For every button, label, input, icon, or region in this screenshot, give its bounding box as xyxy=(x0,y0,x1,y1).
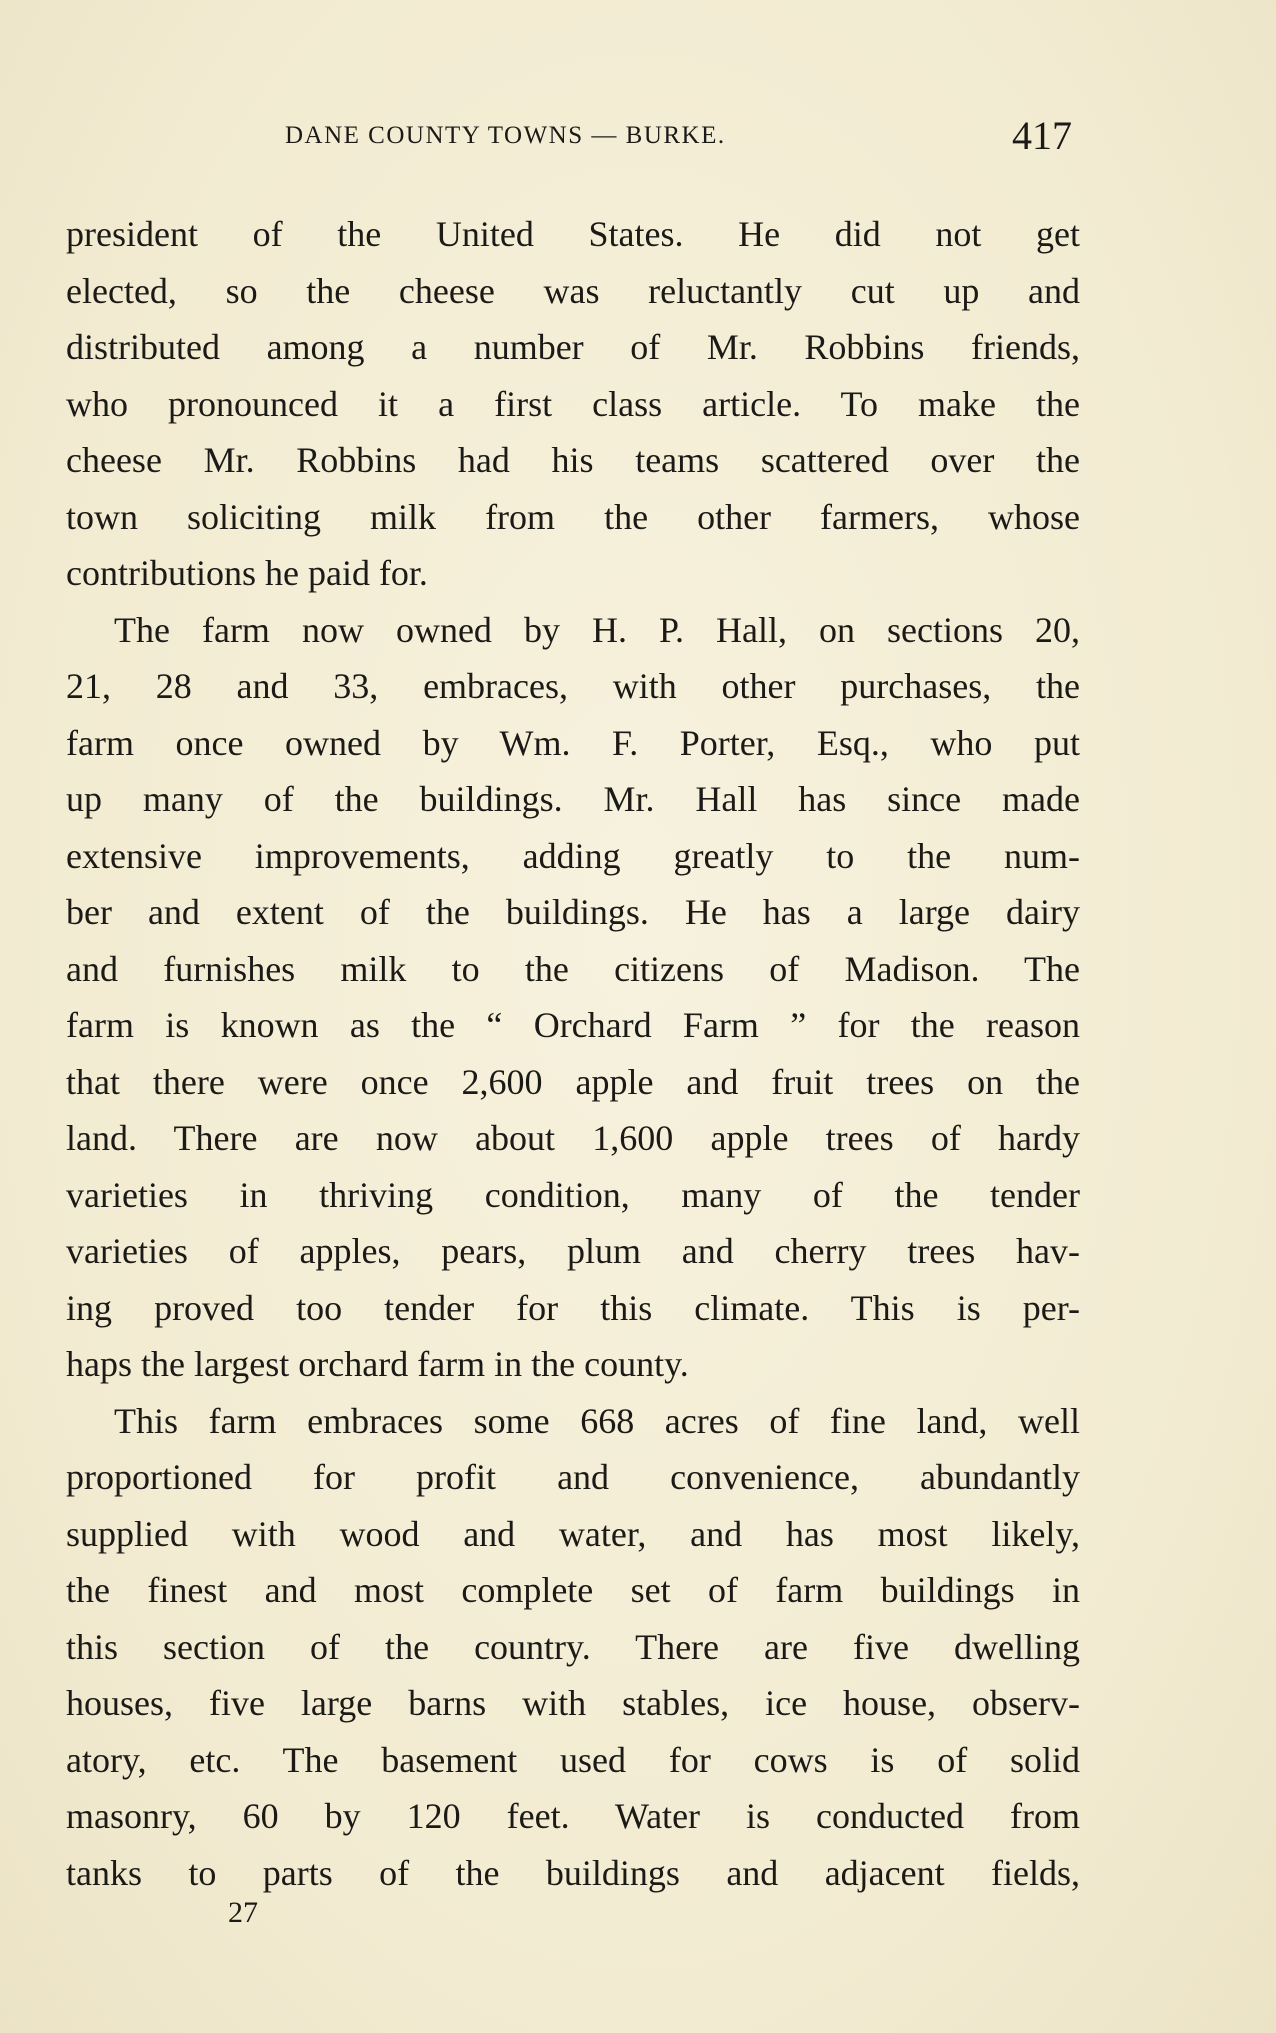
text-line: atory, etc. The basement used for cows is of solid xyxy=(66,1739,1080,1780)
text-line: extensive improvements, adding greatly to the num- xyxy=(66,835,1080,876)
paragraph-start-line: The farm now owned by H. P. Hall, on sections 20, xyxy=(114,609,1080,650)
text-line: and furnishes milk to the citizens of Madison. The xyxy=(66,948,1080,989)
text-line: distributed among a number of Mr. Robbins friends, xyxy=(66,327,1080,367)
text-line: up many of the buildings. Mr. Hall has since made xyxy=(66,779,1080,819)
text-line: ing proved too tender for this climate. This is per- xyxy=(66,1287,1080,1328)
text-line: ber and extent of the buildings. He has a large dairy xyxy=(66,892,1080,932)
body-text xyxy=(66,206,1080,1901)
text-line: farm is known as the “ Orchard Farm ” for the reason xyxy=(66,1005,1080,1045)
text-line: varieties in thriving condition, many of the tender xyxy=(66,1174,1080,1215)
text-line: that there were once 2,600 apple and fruit trees on the xyxy=(66,1061,1080,1102)
text-line: contributions he paid for. xyxy=(66,553,428,593)
paragraph-start-line: This farm embraces some 668 acres of fine land, well xyxy=(114,1400,1080,1441)
text-line: proportioned for profit and convenience, abundantly xyxy=(66,1457,1080,1497)
text-line: the finest and most complete set of farm buildings in xyxy=(66,1570,1080,1610)
text-line: this section of the country. There are five dwelling xyxy=(66,1626,1080,1667)
text-line: tanks to parts of the buildings and adjacent fields, xyxy=(66,1852,1080,1893)
text-line: masonry, 60 by 120 feet. Water is conducted from xyxy=(66,1796,1080,1836)
text-line: cheese Mr. Robbins had his teams scattered over the xyxy=(66,440,1080,480)
page-number: 417 xyxy=(1012,113,1072,158)
text-line: town soliciting milk from the other farmers, whose xyxy=(66,496,1080,537)
text-line: houses, five large barns with stables, ice house, observ- xyxy=(66,1683,1080,1723)
text-line: supplied with wood and water, and has most likely, xyxy=(66,1513,1080,1554)
text-line: 21, 28 and 33, embraces, with other purchases, the xyxy=(66,666,1080,706)
signature-mark: 27 xyxy=(228,1896,258,1929)
running-head: DANE COUNTY TOWNS — BURKE. xyxy=(285,122,726,149)
text-line: who pronounced it a first class article. To make the xyxy=(66,383,1080,424)
text-line: elected, so the cheese was reluctantly cut up and xyxy=(66,270,1080,311)
text-line: president of the United States. He did not get xyxy=(66,214,1080,254)
text-line: farm once owned by Wm. F. Porter, Esq., who put xyxy=(66,722,1080,763)
text-line: haps the largest orchard farm in the county. xyxy=(66,1344,689,1384)
text-line: land. There are now about 1,600 apple trees of hardy xyxy=(66,1118,1080,1158)
text-line: varieties of apples, pears, plum and cherry trees hav- xyxy=(66,1231,1080,1271)
